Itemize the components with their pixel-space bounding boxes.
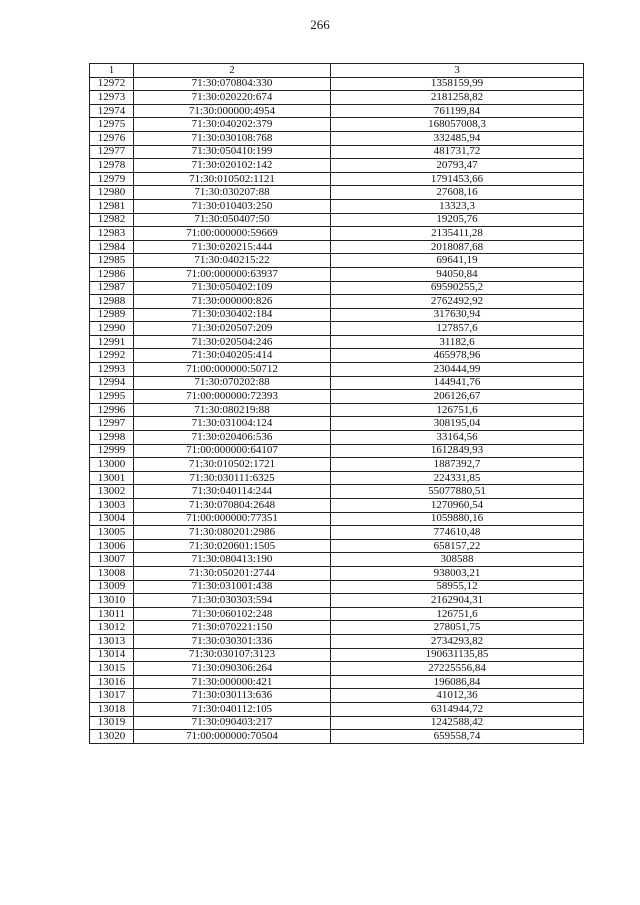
- cadastral-value-table: [89, 63, 584, 744]
- table-row: [90, 131, 584, 145]
- value-cell: 224331,85: [331, 471, 584, 485]
- row-number-cell: 13016: [90, 675, 134, 689]
- value-cell: 308588: [331, 553, 584, 567]
- cadastral-number-cell: 71:30:000000:421: [134, 675, 331, 689]
- row-number-cell: 13001: [90, 471, 134, 485]
- row-number-cell: 12986: [90, 267, 134, 281]
- cadastral-number-cell: 71:30:030402:184: [134, 308, 331, 322]
- cadastral-number-cell: 71:30:070202:88: [134, 376, 331, 390]
- value-cell: 308195,04: [331, 417, 584, 431]
- value-cell: 13323,3: [331, 199, 584, 213]
- table-row: [90, 539, 584, 553]
- value-cell: 278051,75: [331, 621, 584, 635]
- value-cell: 230444,99: [331, 363, 584, 377]
- cadastral-number-cell: 71:30:030113:636: [134, 689, 331, 703]
- row-number-cell: 13020: [90, 730, 134, 744]
- cadastral-number-cell: 71:30:080219:88: [134, 403, 331, 417]
- table-row: [90, 335, 584, 349]
- table-row: [90, 186, 584, 200]
- table-row: [90, 308, 584, 322]
- table-row: [90, 349, 584, 363]
- value-cell: 33164,56: [331, 431, 584, 445]
- row-number-cell: 13007: [90, 553, 134, 567]
- value-cell: 1612849,93: [331, 444, 584, 458]
- row-number-cell: 12979: [90, 172, 134, 186]
- value-cell: 1791453,66: [331, 172, 584, 186]
- table-row: [90, 594, 584, 608]
- value-cell: 2762492,92: [331, 295, 584, 309]
- row-number-cell: 13013: [90, 634, 134, 648]
- table-row: [90, 431, 584, 445]
- cadastral-number-cell: 71:30:040114:244: [134, 485, 331, 499]
- value-cell: 2181258,82: [331, 91, 584, 105]
- table-row: [90, 403, 584, 417]
- table-row: [90, 213, 584, 227]
- table-row: [90, 254, 584, 268]
- column-header-value: 3: [331, 64, 584, 78]
- value-cell: 206126,67: [331, 390, 584, 404]
- value-cell: 465978,96: [331, 349, 584, 363]
- value-cell: 126751,6: [331, 607, 584, 621]
- row-number-cell: 12985: [90, 254, 134, 268]
- cadastral-number-cell: 71:30:060102:248: [134, 607, 331, 621]
- cadastral-number-cell: 71:00:000000:59669: [134, 227, 331, 241]
- value-cell: 774610,48: [331, 526, 584, 540]
- table-row: [90, 689, 584, 703]
- row-number-cell: 13000: [90, 458, 134, 472]
- row-number-cell: 13014: [90, 648, 134, 662]
- table-row: [90, 444, 584, 458]
- row-number-cell: 12980: [90, 186, 134, 200]
- page-number: 266: [310, 17, 330, 32]
- table-row: [90, 227, 584, 241]
- value-cell: 2162904,31: [331, 594, 584, 608]
- value-cell: 27225556,84: [331, 662, 584, 676]
- value-cell: 1270960,54: [331, 499, 584, 513]
- row-number-cell: 12975: [90, 118, 134, 132]
- value-cell: 126751,6: [331, 403, 584, 417]
- table-row: [90, 322, 584, 336]
- row-number-cell: 12992: [90, 349, 134, 363]
- row-number-cell: 13011: [90, 607, 134, 621]
- cadastral-number-cell: 71:30:050407:50: [134, 213, 331, 227]
- table-row: [90, 281, 584, 295]
- row-number-cell: 12976: [90, 131, 134, 145]
- value-cell: 196086,84: [331, 675, 584, 689]
- cadastral-number-cell: 71:00:000000:64107: [134, 444, 331, 458]
- row-number-cell: 13008: [90, 566, 134, 580]
- row-number-cell: 12990: [90, 322, 134, 336]
- table-row: [90, 145, 584, 159]
- cadastral-number-cell: 71:30:090306:264: [134, 662, 331, 676]
- table-row: [90, 471, 584, 485]
- value-cell: 658157,22: [331, 539, 584, 553]
- cadastral-number-cell: 71:30:030207:88: [134, 186, 331, 200]
- cadastral-number-cell: 71:30:020215:444: [134, 240, 331, 254]
- row-number-cell: 13009: [90, 580, 134, 594]
- table-row: [90, 730, 584, 744]
- value-cell: 127857,6: [331, 322, 584, 336]
- cadastral-number-cell: 71:30:020406:536: [134, 431, 331, 445]
- table-header-row: [90, 64, 584, 78]
- cadastral-number-cell: 71:30:090403:217: [134, 716, 331, 730]
- table-row: [90, 77, 584, 91]
- table-row: [90, 295, 584, 309]
- value-cell: 58955,12: [331, 580, 584, 594]
- value-cell: 190631135,85: [331, 648, 584, 662]
- value-cell: 69590255,2: [331, 281, 584, 295]
- table-row: [90, 566, 584, 580]
- row-number-cell: 12984: [90, 240, 134, 254]
- table-row: [90, 716, 584, 730]
- cadastral-number-cell: 71:30:080201:2986: [134, 526, 331, 540]
- table-row: [90, 512, 584, 526]
- table-row: [90, 485, 584, 499]
- row-number-cell: 12989: [90, 308, 134, 322]
- row-number-cell: 13017: [90, 689, 134, 703]
- value-cell: 2018087,68: [331, 240, 584, 254]
- value-cell: 1059880,16: [331, 512, 584, 526]
- cadastral-number-cell: 71:00:000000:72393: [134, 390, 331, 404]
- table-row: [90, 621, 584, 635]
- row-number-cell: 12982: [90, 213, 134, 227]
- value-cell: 69641,19: [331, 254, 584, 268]
- row-number-cell: 12972: [90, 77, 134, 91]
- row-number-cell: 12987: [90, 281, 134, 295]
- row-number-cell: 12997: [90, 417, 134, 431]
- cadastral-number-cell: 71:30:031004:124: [134, 417, 331, 431]
- row-number-cell: 13019: [90, 716, 134, 730]
- row-number-cell: 12978: [90, 159, 134, 173]
- row-number-cell: 13004: [90, 512, 134, 526]
- table-row: [90, 363, 584, 377]
- table-row: [90, 675, 584, 689]
- table-row: [90, 607, 584, 621]
- table-row: [90, 417, 584, 431]
- table-row: [90, 702, 584, 716]
- row-number-cell: 12974: [90, 104, 134, 118]
- table-row: [90, 499, 584, 513]
- table-row: [90, 634, 584, 648]
- cadastral-number-cell: 71:30:020102:142: [134, 159, 331, 173]
- row-number-cell: 13006: [90, 539, 134, 553]
- cadastral-number-cell: 71:30:050201:2744: [134, 566, 331, 580]
- cadastral-number-cell: 71:30:030107:3123: [134, 648, 331, 662]
- cadastral-number-cell: 71:30:010502:1721: [134, 458, 331, 472]
- value-cell: 31182,6: [331, 335, 584, 349]
- cadastral-number-cell: 71:30:030301:336: [134, 634, 331, 648]
- column-header-cadastral-number: 2: [134, 64, 331, 78]
- cadastral-number-cell: 71:30:070221:150: [134, 621, 331, 635]
- value-cell: 761199,84: [331, 104, 584, 118]
- cadastral-number-cell: 71:30:040202:379: [134, 118, 331, 132]
- table-row: [90, 662, 584, 676]
- cadastral-number-cell: 71:30:050402:109: [134, 281, 331, 295]
- value-cell: 94050,84: [331, 267, 584, 281]
- value-cell: 317630,94: [331, 308, 584, 322]
- value-cell: 55077880,51: [331, 485, 584, 499]
- value-cell: 938003,21: [331, 566, 584, 580]
- cadastral-number-cell: 71:30:040112:105: [134, 702, 331, 716]
- row-number-cell: 12998: [90, 431, 134, 445]
- table-row: [90, 159, 584, 173]
- row-number-cell: 12983: [90, 227, 134, 241]
- cadastral-number-cell: 71:30:000000:4954: [134, 104, 331, 118]
- value-cell: 6314944,72: [331, 702, 584, 716]
- value-cell: 19205,76: [331, 213, 584, 227]
- cadastral-number-cell: 71:30:070804:2648: [134, 499, 331, 513]
- cadastral-number-cell: 71:30:020601:1505: [134, 539, 331, 553]
- table-row: [90, 91, 584, 105]
- value-cell: 2734293,82: [331, 634, 584, 648]
- cadastral-number-cell: 71:30:031001:438: [134, 580, 331, 594]
- row-number-cell: 13018: [90, 702, 134, 716]
- row-number-cell: 12993: [90, 363, 134, 377]
- value-cell: 168057008,3: [331, 118, 584, 132]
- cadastral-number-cell: 71:30:040215:22: [134, 254, 331, 268]
- column-header-number: 1: [90, 64, 134, 78]
- row-number-cell: 12973: [90, 91, 134, 105]
- cadastral-number-cell: 71:30:080413:190: [134, 553, 331, 567]
- table-row: [90, 526, 584, 540]
- cadastral-number-cell: 71:00:000000:77351: [134, 512, 331, 526]
- cadastral-number-cell: 71:00:000000:50712: [134, 363, 331, 377]
- cadastral-number-cell: 71:30:020220:674: [134, 91, 331, 105]
- cadastral-number-cell: 71:30:070804:330: [134, 77, 331, 91]
- value-cell: 1242588,42: [331, 716, 584, 730]
- row-number-cell: 13015: [90, 662, 134, 676]
- table-row: [90, 267, 584, 281]
- table-row: [90, 118, 584, 132]
- cadastral-number-cell: 71:30:030108:768: [134, 131, 331, 145]
- value-cell: 1358159,99: [331, 77, 584, 91]
- cadastral-number-cell: 71:30:010502:1121: [134, 172, 331, 186]
- row-number-cell: 12977: [90, 145, 134, 159]
- cadastral-number-cell: 71:30:020504:246: [134, 335, 331, 349]
- row-number-cell: 12999: [90, 444, 134, 458]
- value-cell: 144941,76: [331, 376, 584, 390]
- row-number-cell: 12994: [90, 376, 134, 390]
- table-row: [90, 104, 584, 118]
- cadastral-number-cell: 71:30:000000:826: [134, 295, 331, 309]
- cadastral-number-cell: 71:30:050410:199: [134, 145, 331, 159]
- cadastral-number-cell: 71:30:030111:6325: [134, 471, 331, 485]
- table-row: [90, 240, 584, 254]
- table-row: [90, 376, 584, 390]
- value-cell: 332485,94: [331, 131, 584, 145]
- row-number-cell: 12996: [90, 403, 134, 417]
- cadastral-number-cell: 71:30:020507:209: [134, 322, 331, 336]
- row-number-cell: 12995: [90, 390, 134, 404]
- row-number-cell: 13005: [90, 526, 134, 540]
- table-row: [90, 648, 584, 662]
- row-number-cell: 12981: [90, 199, 134, 213]
- row-number-cell: 13003: [90, 499, 134, 513]
- row-number-cell: 13002: [90, 485, 134, 499]
- row-number-cell: 12988: [90, 295, 134, 309]
- row-number-cell: 12991: [90, 335, 134, 349]
- table-row: [90, 458, 584, 472]
- value-cell: 20793,47: [331, 159, 584, 173]
- table-row: [90, 580, 584, 594]
- value-cell: 481731,72: [331, 145, 584, 159]
- value-cell: 41012,36: [331, 689, 584, 703]
- table-row: [90, 172, 584, 186]
- value-cell: 2135411,28: [331, 227, 584, 241]
- cadastral-number-cell: 71:30:030303:594: [134, 594, 331, 608]
- row-number-cell: 13010: [90, 594, 134, 608]
- cadastral-number-cell: 71:30:040205:414: [134, 349, 331, 363]
- row-number-cell: 13012: [90, 621, 134, 635]
- table-row: [90, 199, 584, 213]
- value-cell: 27608,16: [331, 186, 584, 200]
- value-cell: 1887392,7: [331, 458, 584, 472]
- cadastral-number-cell: 71:00:000000:70504: [134, 730, 331, 744]
- cadastral-number-cell: 71:00:000000:63937: [134, 267, 331, 281]
- table-row: [90, 390, 584, 404]
- table-row: [90, 553, 584, 567]
- cadastral-number-cell: 71:30:010403:250: [134, 199, 331, 213]
- value-cell: 659558,74: [331, 730, 584, 744]
- table-body: [90, 77, 584, 743]
